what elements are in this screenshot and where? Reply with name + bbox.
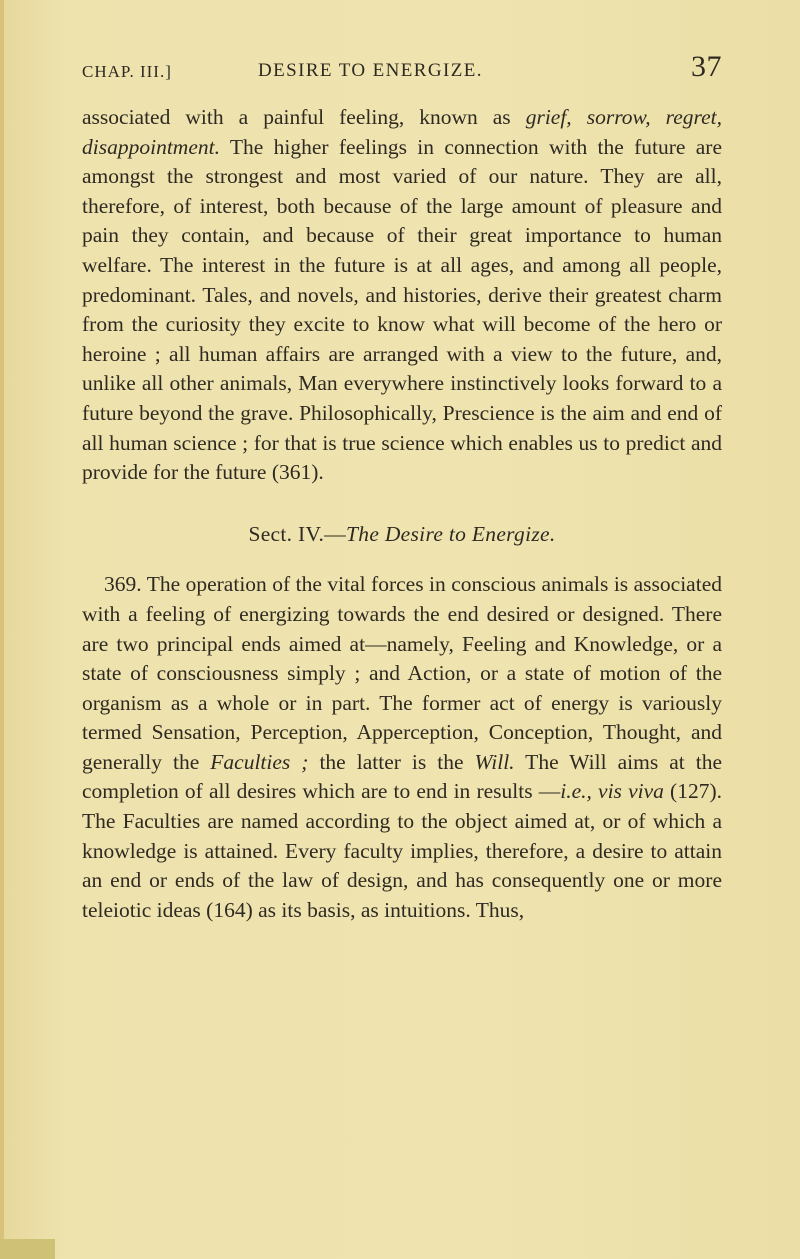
paragraph-continued: [82, 103, 722, 488]
paragraph-369: [82, 570, 722, 925]
paragraph-text: The Will aims at the completion of all desires which are to end in results —: [82, 749, 722, 804]
running-head: [82, 50, 722, 90]
italic-faculties: Faculties ;: [210, 749, 309, 774]
page-corner-shadow: [0, 1239, 55, 1259]
running-title: DESIRE TO ENERGIZE.: [258, 60, 483, 81]
page-number: 37: [691, 50, 722, 83]
paragraph-text: (127). The Faculties are named according to the object aimed at, or of which a knowledge is attained. Every faculty implies, therefore, a desire to attain an end or ends of the law of design, and has consequently one or more teleiotic ideas (164) as its basis, as intuitions. Thus,: [82, 779, 722, 922]
page-gutter-edge: [0, 0, 4, 1259]
paragraph-text: The higher feelings in connection with the future are amongst the strongest and most varied of our nature. They are all, therefore, of interest, both because of the large amount of pleasure and pain they contain, and because of their great importance to human welfare. The interest in the future is at all ages, and among all people, predominant. Tales, and novels, and histories, derive their greatest charm from the curiosity they excite to know what will become of the hero or heroine ; all human affairs are arranged with a view to the future, and, unlike all other animals, Man everywhere instinctively looks forward to a future beyond the grave. Philosophically, Prescience is the aim and end of all human science ; for that is true science which enables us to predict and provide for the future (361).: [82, 134, 722, 485]
italic-will: Will.: [474, 749, 515, 774]
paragraph-text: 369. The operation of the vital forces in conscious animals is associated with a feeling of energizing towards the end desired or designed. There are two principal ends aimed at—namely, Feeling and Knowledge, or a state of consciousness simply ; and Action, or a state of motion of the organism as a whole or in part. The former act of energy is variously termed Sensation, Perception, Apperception, Conception, Thought, and generally the: [82, 572, 722, 774]
section-label: Sect. IV.—: [248, 521, 347, 546]
italic-terms: grief, sorrow, regret, disappointment.: [82, 105, 722, 159]
section-title: The Desire to Energize.: [346, 521, 556, 546]
italic-vis-viva: i.e., vis viva: [560, 779, 664, 804]
paragraph-text: the latter is the: [308, 749, 475, 774]
body-text: [82, 103, 722, 925]
paragraph-text: associated with a painful feeling, known as: [82, 105, 526, 129]
chapter-label: CHAP. III.]: [82, 62, 172, 81]
section-heading: [82, 520, 722, 550]
